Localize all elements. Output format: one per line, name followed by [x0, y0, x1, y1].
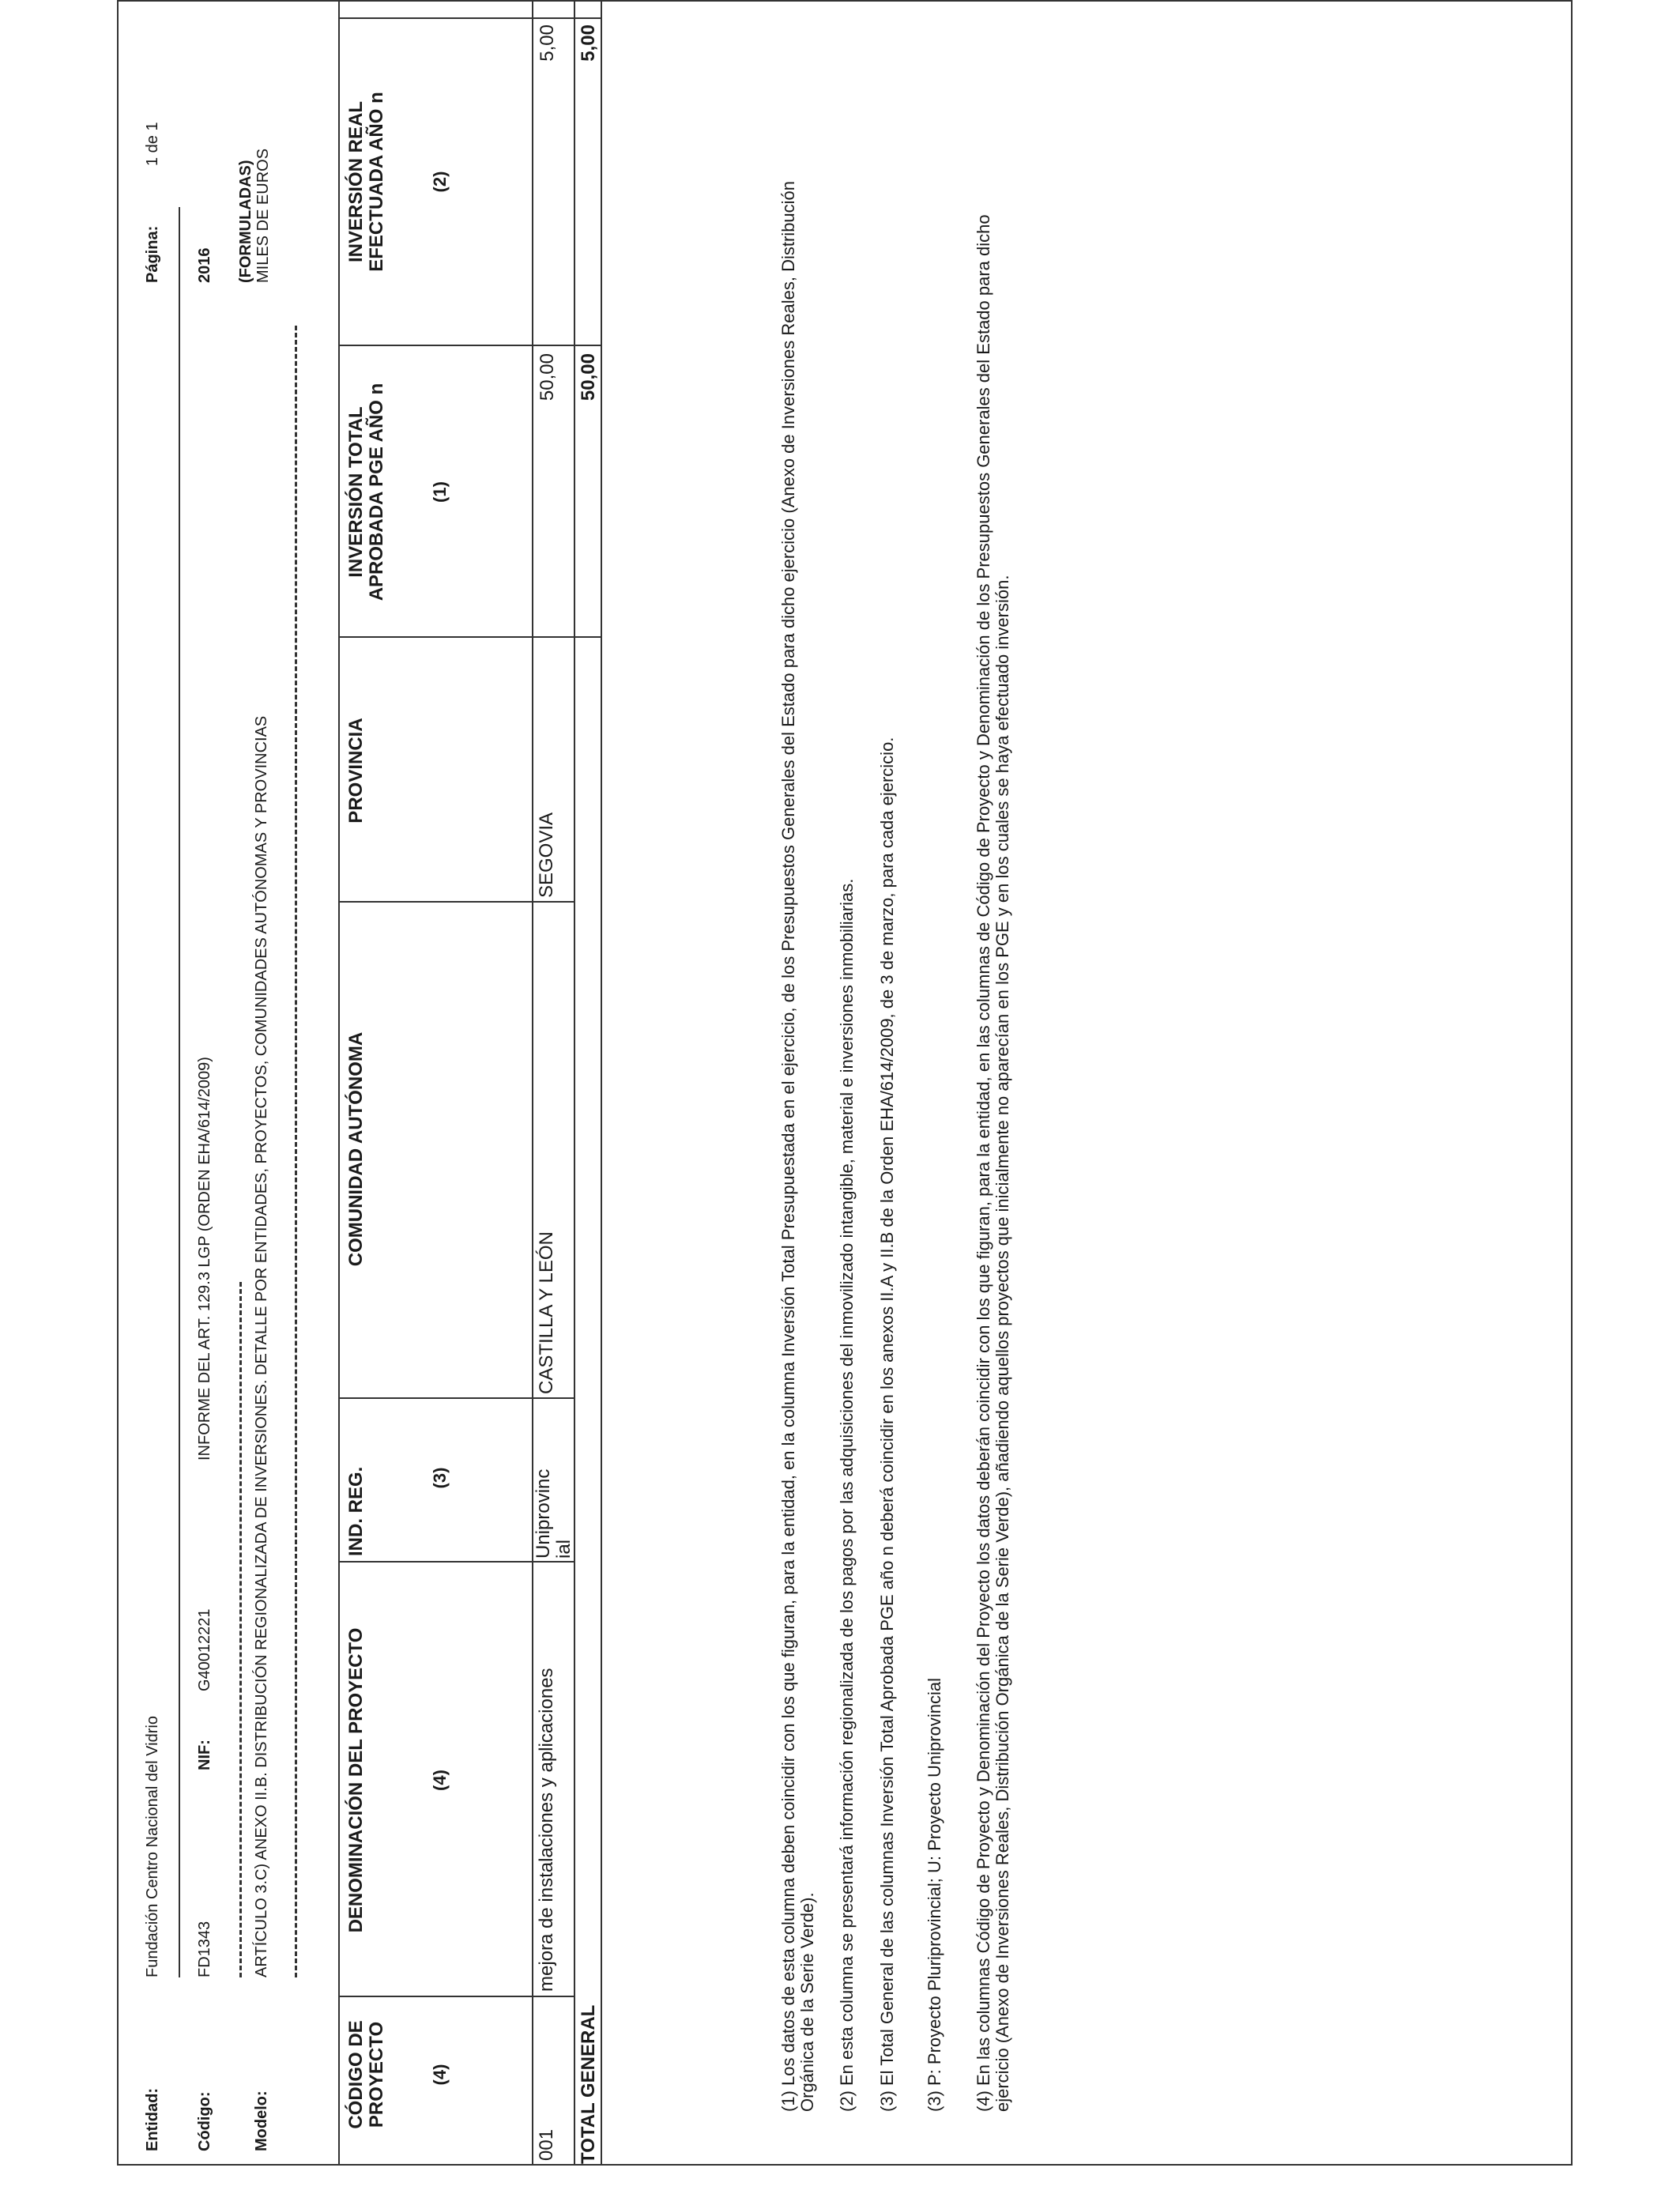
table-row-provincia: SEGOVIA	[536, 812, 557, 898]
col-ref-ind-reg: (3)	[430, 1467, 450, 1489]
footnote: (2) En esta columna se presentará información regionalizada de los pagos por las adquisiciones del inmovilizado intangible, material e inversiones inmobiliarias.	[837, 878, 857, 2112]
col-header-codigo: CÓDIGO DE PROYECTO	[345, 2020, 387, 2129]
modelo-value: ARTÍCULO 3.C) ANEXO II.B. DISTRIBUCIÓN REGIONALIZADA DE INVERSIONES. DETALLE POR ENTIDADES, PROYECTOS, COMUNIDADES AUTÓNOMAS Y PROVINCIAS	[253, 715, 270, 1977]
unidad-label: MILES DE EUROS	[254, 148, 272, 283]
total-inversion-real: 5,00	[578, 25, 599, 62]
header-rule	[179, 207, 180, 1977]
col-ref-inversion-total: (1)	[430, 481, 450, 503]
nif-label: NIF:	[196, 1740, 213, 1770]
table-row-rule	[574, 0, 575, 2166]
table-top-rule	[338, 0, 340, 2166]
dashed-rule-top	[239, 1282, 242, 1977]
codigo-label: Código:	[196, 2091, 213, 2151]
nif-value: G40012221	[196, 1608, 213, 1691]
table-row-codigo: 001	[536, 2128, 557, 2161]
footnote: (4) En las columnas Código de Proyecto y Denominación del Proyecto los datos deberán coincidir con los que figuran, para la entidad, en las columnas de Código de Proyecto y Denominación de los Presupuestos Generales del Estado para dicho ejercicio (Anexo de Inversiones Reales, Distribución Orgánica de la Serie Verde), añadiendo aquellos proyectos que inicialmente no aparecían en los PGE y en los cuales se haya efectuado inversión.	[974, 214, 1012, 2112]
col-ref-inversion-real: (2)	[430, 171, 450, 193]
total-label: TOTAL GENERAL	[578, 2004, 599, 2164]
codigo-value: FD1343	[196, 1921, 213, 1977]
col-header-inversion-real: INVERSIÓN REAL EFECTUADA AÑO n	[345, 92, 387, 272]
col-divider	[338, 345, 601, 346]
entidad-label: Entidad:	[144, 2088, 161, 2151]
col-ref-denominacion: (4)	[430, 1770, 450, 1791]
total-inversion-total: 50,00	[578, 353, 599, 401]
col-divider	[338, 636, 601, 638]
modelo-label: Modelo:	[253, 2090, 270, 2151]
col-divider	[338, 17, 601, 19]
col-divider	[338, 1561, 574, 1563]
pagina-label: Página:	[144, 225, 161, 283]
pagina-value: 1 de 1	[144, 122, 161, 166]
col-header-ind-reg: IND. REG.	[345, 1466, 367, 1556]
table-row-comunidad: CASTILLA Y LEÓN	[536, 1231, 557, 1394]
informe-title: INFORME DEL ART. 129.3 LGP (ORDEN EHA/614/2009)	[196, 1057, 213, 1461]
table-row-ind-reg: Uniprovinc ial	[533, 1468, 574, 1559]
col-divider	[338, 1397, 574, 1399]
table-header-rule	[532, 0, 533, 2166]
col-divider	[338, 901, 574, 903]
col-header-inversion-total: INVERSIÓN TOTAL APROBADA PGE AÑO n	[345, 383, 387, 601]
col-header-denominacion: DENOMINACIÓN DEL PROYECTO	[345, 1627, 367, 1933]
entidad-value: Fundación Centro Nacional del Vidrio	[144, 1716, 161, 1977]
footnote: (3) P: Proyecto Pluriprovincial; U: Proyecto Uniprovincial	[925, 1678, 944, 2112]
table-row-inversion-real: 5,00	[537, 25, 558, 62]
rotated-page	[117, 0, 1680, 2166]
col-divider	[338, 1996, 574, 1997]
footnote: (1) Los datos de esta columna deben coincidir con los que figuran, para la entidad, en la columna Inversión Total Presupuestada en el ejercicio, de los Presupuestos Generales del Estado para dicho ejercicio (Anexo de Inversiones Reales, Distribución Orgánica de la Serie Verde).	[778, 180, 817, 2112]
col-header-provincia: PROVINCIA	[345, 718, 367, 824]
table-total-rule	[601, 0, 602, 2166]
dashed-rule-bottom	[295, 326, 297, 1977]
table-row-denominacion: mejora de instalaciones y aplicaciones	[536, 1668, 557, 1992]
col-ref-codigo: (4)	[430, 2064, 450, 2086]
table-row-inversion-total: 50,00	[537, 353, 558, 401]
col-header-comunidad: COMUNIDAD AUTÓNOMA	[345, 1031, 367, 1267]
formuladas-label: (FORMULADAS)	[237, 160, 254, 283]
year-value: 2016	[196, 247, 213, 283]
footnote: (3) El Total General de las columnas Inversión Total Aprobada PGE año n deberá coincidir en los anexos II.A y II.B de la Orden EHA/614/2009, de 3 de marzo, para cada ejercicio.	[877, 737, 897, 2112]
